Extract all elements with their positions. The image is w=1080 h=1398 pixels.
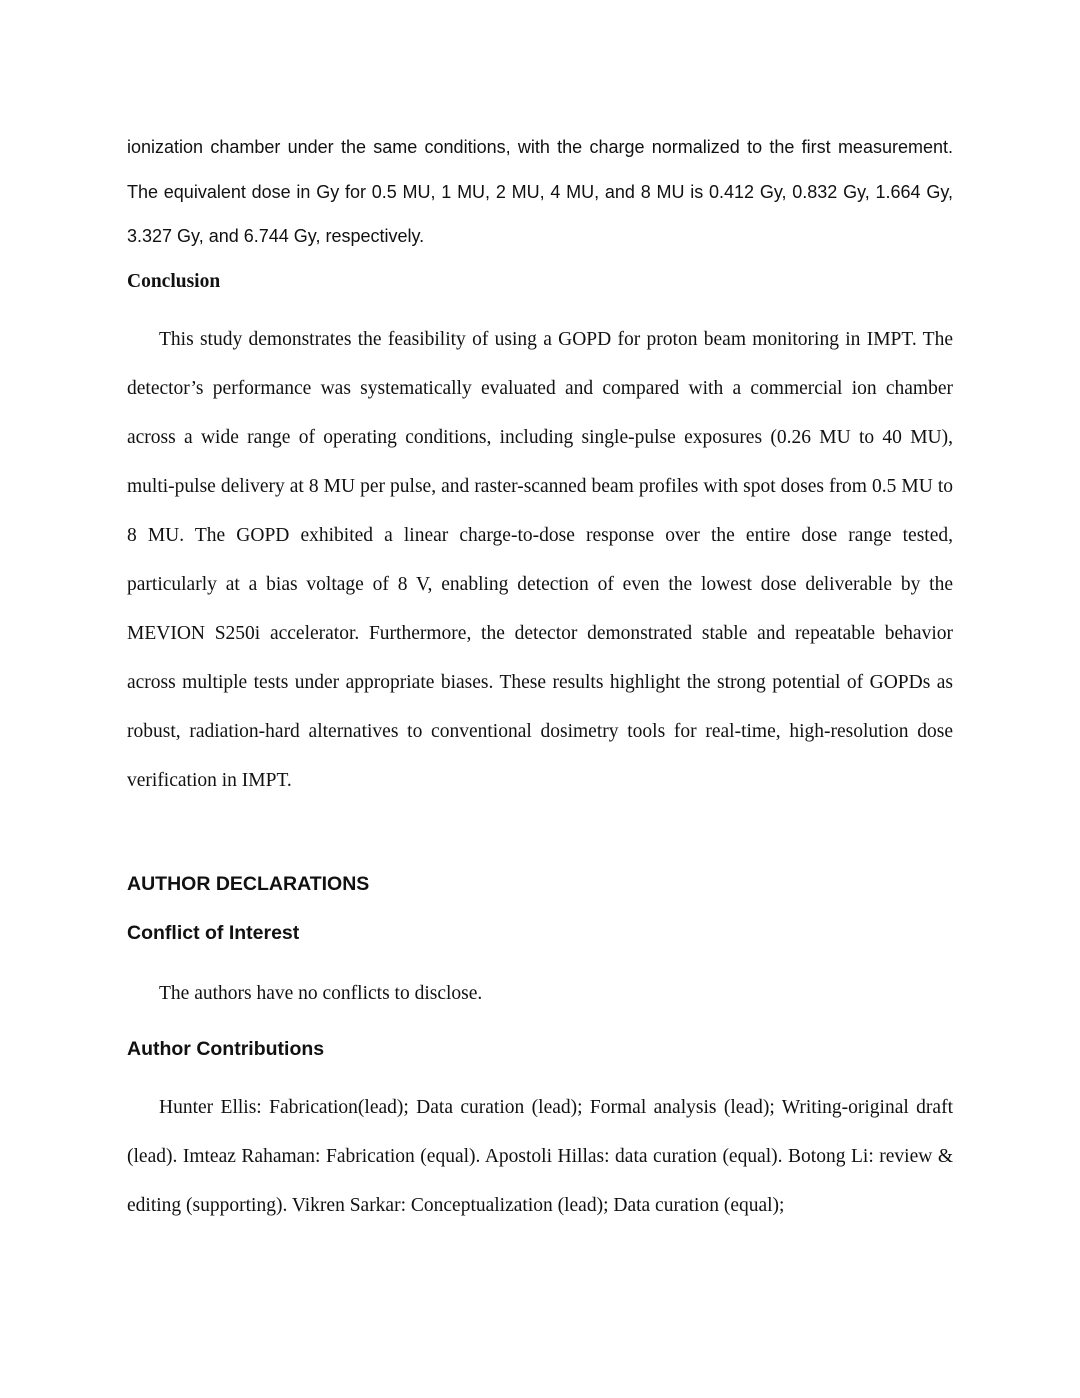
conclusion-body: This study demonstrates the feasibility of using a GOPD for proton beam monitoring in IMPT. The detector’s performance was systematically evaluated and compared with a commercial ion chamber across a wide range of operating conditions, including single-pulse exposures (0.26 MU to 40 MU), multi-pulse delivery at 8 MU per pulse, and raster-scanned beam profiles with spot doses from 0.5 MU to 8 MU. The GOPD exhibited a linear charge-to-dose response over the entire dose range tested, particularly at a bias voltage of 8 V, enabling detection of even the lowest dose deliverable by the MEVION S250i accelerator. Furthermore, the detector demonstrated stable and repeatable behavior across multiple tests under appropriate biases. These results highlight the strong potential of GOPDs as robust, radiation-hard alternatives to conventional dosimetry tools for real-time, high-resolution dose verification in IMPT. [127, 328, 953, 791]
conclusion-heading: Conclusion [127, 270, 221, 292]
paper-page [127, 125, 953, 1230]
conflict-of-interest-body: The authors have no conflicts to disclose. [159, 982, 483, 1004]
conflict-of-interest-heading: Conflict of Interest [127, 921, 300, 944]
author-contributions-heading: Author Contributions [127, 1037, 325, 1060]
author-declarations-heading: AUTHOR DECLARATIONS [127, 872, 370, 895]
author-contributions-body: Hunter Ellis: Fabrication(lead); Data curation (lead); Formal analysis (lead); Writing-original draft (lead). Imteaz Rahaman: Fabrication (equal). Apostoli Hillas: data curation (equal). Botong Li: review & editing (supporting). Vikren Sarkar: Conceptualization (lead); Data curation (equal); [127, 1096, 953, 1216]
intro-paragraph: ionization chamber under the same conditions, with the charge normalized to the first measurement. The equivalent dose in Gy for 0.5 MU, 1 MU, 2 MU, 4 MU, and 8 MU is 0.412 Gy, 0.832 Gy, 1.664 Gy, 3.327 Gy, and 6.744 Gy, respectively. [127, 137, 953, 246]
